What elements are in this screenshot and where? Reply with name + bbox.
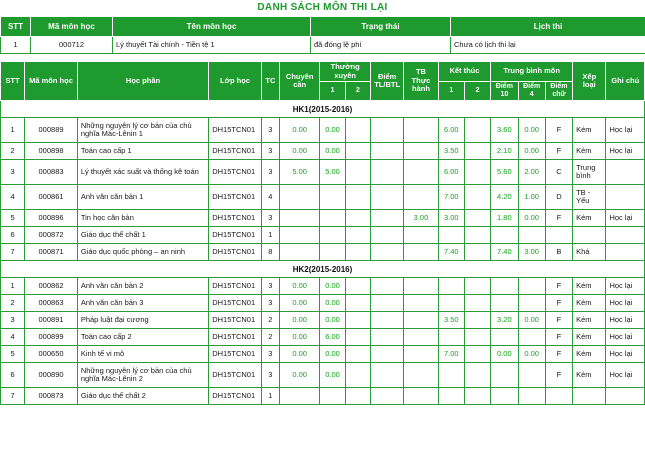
cell-ghi-chu	[606, 388, 645, 405]
col-stt: STT	[1, 62, 25, 101]
cell-thuong-xuyen-1: 5.00	[320, 160, 345, 185]
retake-header-row	[1, 17, 645, 37]
cell-ghi-chu	[606, 227, 645, 244]
cell-diem-chu: F	[545, 346, 572, 363]
cell-ket-thuc-1: 6.00	[438, 118, 464, 143]
cell-ghi-chu: Học lại	[606, 312, 645, 329]
cell-diem-10: 2.10	[491, 143, 518, 160]
cell-xep-loai: Kém	[573, 329, 606, 346]
cell-diem-chu: F	[545, 210, 572, 227]
cell-thuong-xuyen-2	[345, 388, 370, 405]
cell-hoc-phan: Những nguyên lý cơ bản của chủ nghĩa Mác-Lênin 1	[77, 118, 208, 143]
cell-chuyen-can: 0.00	[279, 312, 319, 329]
cell-chuyen-can	[279, 388, 319, 405]
cell-lop-hoc: DH15TCN01	[209, 160, 262, 185]
cell-diem-4: 0.00	[518, 143, 545, 160]
cell-diem-tl-btl	[370, 118, 403, 143]
cell-tc: 3	[261, 118, 279, 143]
cell-ket-thuc-2	[464, 278, 490, 295]
cell-hoc-phan: Kinh tế vi mô	[77, 346, 208, 363]
cell-diem-tl-btl	[370, 295, 403, 312]
cell-hoc-phan: Những nguyên lý cơ bản của chủ nghĩa Mác-Lênin 2	[77, 363, 208, 388]
cell-lop-hoc: DH15TCN01	[209, 118, 262, 143]
cell-hoc-phan: Toán cao cấp 2	[77, 329, 208, 346]
cell-ma-mon-hoc: 000883	[25, 160, 78, 185]
cell-thuong-xuyen-2	[345, 210, 370, 227]
cell-ket-thuc-1: 6.00	[438, 160, 464, 185]
col-diem-4: Điểm 4	[518, 82, 545, 101]
cell-chuyen-can	[279, 244, 319, 261]
cell-lop-hoc: DH15TCN01	[209, 185, 262, 210]
table-row	[1, 363, 645, 388]
cell-ket-thuc-2	[464, 312, 490, 329]
cell-thuong-xuyen-2	[345, 312, 370, 329]
cell-thuong-xuyen-2	[345, 118, 370, 143]
cell-tc: 3	[261, 278, 279, 295]
cell-lop-hoc: DH15TCN01	[209, 388, 262, 405]
cell-tb-thuc-hanh	[404, 185, 438, 210]
cell-chuyen-can: 0.00	[279, 278, 319, 295]
semester-label: HK1(2015-2016)	[1, 101, 645, 118]
col-lop-hoc: Lớp học	[209, 62, 262, 101]
cell-chuyen-can	[279, 227, 319, 244]
retake-exam-table	[0, 16, 645, 54]
cell-hoc-phan: Giáo dục thể chất 1	[77, 227, 208, 244]
cell-diem-4	[518, 295, 545, 312]
cell-stt: 2	[1, 143, 25, 160]
cell-ket-thuc-1	[438, 388, 464, 405]
cell-diem-tl-btl	[370, 329, 403, 346]
cell-xep-loai: TB - Yếu	[573, 185, 606, 210]
cell-ghi-chu	[606, 160, 645, 185]
table-row	[1, 346, 645, 363]
grades-body	[1, 101, 645, 405]
cell-ket-thuc-1: 7.00	[438, 185, 464, 210]
cell-chuyen-can: 0.00	[279, 346, 319, 363]
cell-diem-10: 1.80	[491, 210, 518, 227]
cell-ma-mon-hoc: 000650	[25, 346, 78, 363]
cell-diem-10	[491, 388, 518, 405]
cell-ket-thuc-2	[464, 160, 490, 185]
cell-ma-mon-hoc: 000863	[25, 295, 78, 312]
grades-table	[0, 61, 645, 405]
col-trung-binh-mon: Trung bình môn	[491, 62, 573, 82]
cell-tb-thuc-hanh	[404, 227, 438, 244]
cell-thuong-xuyen-2	[345, 244, 370, 261]
cell-xep-loai: Kém	[573, 346, 606, 363]
cell-tc: 3	[261, 143, 279, 160]
cell-tc: 1	[261, 227, 279, 244]
cell-xep-loai: Trung bình	[573, 160, 606, 185]
cell-diem-4: 0.00	[518, 312, 545, 329]
cell-ket-thuc-2	[464, 363, 490, 388]
page-title: DANH SÁCH MÔN THI LẠI	[0, 0, 645, 16]
cell-chuyen-can	[279, 185, 319, 210]
col-tb-thuc-hanh: TB Thực hành	[404, 62, 438, 101]
col-ma-mon-hoc: Mã môn học	[25, 62, 78, 101]
cell-hoc-phan: Toán cao cấp 1	[77, 143, 208, 160]
col-thuong-xuyen-1: 1	[320, 82, 345, 101]
cell-ghi-chu: Học lại	[606, 210, 645, 227]
table-row	[1, 185, 645, 210]
cell-stt: 1	[1, 118, 25, 143]
cell-ghi-chu: Học lại	[606, 143, 645, 160]
cell-thuong-xuyen-2	[345, 346, 370, 363]
cell-ma-mon-hoc: 000712	[31, 37, 113, 54]
cell-diem-chu	[545, 227, 572, 244]
cell-xep-loai: Kém	[573, 118, 606, 143]
cell-thuong-xuyen-1	[320, 227, 345, 244]
cell-thuong-xuyen-2	[345, 278, 370, 295]
cell-xep-loai: Khá	[573, 244, 606, 261]
cell-thuong-xuyen-2	[345, 295, 370, 312]
cell-ma-mon-hoc: 000898	[25, 143, 78, 160]
cell-ghi-chu: Học lại	[606, 346, 645, 363]
cell-thuong-xuyen-2	[345, 227, 370, 244]
table-row	[1, 210, 645, 227]
cell-ghi-chu	[606, 244, 645, 261]
cell-xep-loai	[573, 388, 606, 405]
cell-ket-thuc-1	[438, 227, 464, 244]
table-row	[1, 244, 645, 261]
cell-diem-10	[491, 227, 518, 244]
cell-lop-hoc: DH15TCN01	[209, 244, 262, 261]
cell-diem-chu: F	[545, 278, 572, 295]
cell-diem-tl-btl	[370, 346, 403, 363]
cell-ket-thuc-2	[464, 227, 490, 244]
semester-row	[1, 261, 645, 278]
table-row	[1, 312, 645, 329]
cell-stt: 5	[1, 346, 25, 363]
cell-thuong-xuyen-1	[320, 244, 345, 261]
cell-ghi-chu: Học lại	[606, 118, 645, 143]
col-diem-tl-btl: Điểm TL/BTL	[370, 62, 403, 101]
cell-xep-loai: Kém	[573, 210, 606, 227]
cell-diem-chu: F	[545, 295, 572, 312]
cell-diem-10: 3.20	[491, 312, 518, 329]
cell-ghi-chu: Học lại	[606, 363, 645, 388]
cell-diem-10	[491, 295, 518, 312]
col-diem-chu: Điểm chữ	[545, 82, 572, 101]
cell-tb-thuc-hanh	[404, 346, 438, 363]
cell-thuong-xuyen-1: 0.00	[320, 118, 345, 143]
table-row	[1, 388, 645, 405]
cell-ket-thuc-1: 3.50	[438, 312, 464, 329]
cell-stt: 3	[1, 160, 25, 185]
col-ghi-chu: Ghi chú	[606, 62, 645, 101]
cell-lop-hoc: DH15TCN01	[209, 346, 262, 363]
cell-ket-thuc-2	[464, 329, 490, 346]
cell-diem-10: 0.00	[491, 346, 518, 363]
col-diem-10: Điểm 10	[491, 82, 518, 101]
cell-diem-10: 4.20	[491, 185, 518, 210]
table-row	[1, 37, 645, 54]
cell-tc: 2	[261, 312, 279, 329]
cell-diem-chu: B	[545, 244, 572, 261]
cell-chuyen-can	[279, 210, 319, 227]
cell-lop-hoc: DH15TCN01	[209, 363, 262, 388]
cell-lop-hoc: DH15TCN01	[209, 295, 262, 312]
cell-diem-chu: F	[545, 329, 572, 346]
table-row	[1, 118, 645, 143]
cell-diem-chu: C	[545, 160, 572, 185]
cell-thuong-xuyen-2	[345, 143, 370, 160]
cell-diem-4: 0.00	[518, 210, 545, 227]
cell-stt: 4	[1, 185, 25, 210]
cell-xep-loai: Kém	[573, 295, 606, 312]
cell-tc: 4	[261, 185, 279, 210]
cell-xep-loai: Kém	[573, 143, 606, 160]
cell-stt: 4	[1, 329, 25, 346]
cell-diem-4	[518, 329, 545, 346]
cell-hoc-phan: Lý thuyết xác suất và thống kê toán	[77, 160, 208, 185]
cell-diem-4	[518, 278, 545, 295]
cell-xep-loai: Kém	[573, 312, 606, 329]
cell-diem-tl-btl	[370, 210, 403, 227]
cell-tb-thuc-hanh	[404, 363, 438, 388]
cell-tb-thuc-hanh	[404, 312, 438, 329]
cell-diem-tl-btl	[370, 160, 403, 185]
cell-thuong-xuyen-2	[345, 160, 370, 185]
cell-ten-mon-hoc: Lý thuyết Tài chính - Tiền tệ 1	[113, 37, 311, 54]
cell-chuyen-can: 0.00	[279, 295, 319, 312]
cell-diem-4: 0.00	[518, 118, 545, 143]
cell-diem-4: 3.00	[518, 244, 545, 261]
cell-tc: 3	[261, 160, 279, 185]
cell-hoc-phan: Anh văn căn bản 2	[77, 278, 208, 295]
cell-diem-4	[518, 388, 545, 405]
cell-tb-thuc-hanh	[404, 244, 438, 261]
cell-diem-tl-btl	[370, 312, 403, 329]
cell-tb-thuc-hanh: 3.00	[404, 210, 438, 227]
cell-ma-mon-hoc: 000862	[25, 278, 78, 295]
cell-xep-loai: Kém	[573, 278, 606, 295]
cell-thuong-xuyen-1	[320, 185, 345, 210]
cell-thuong-xuyen-1	[320, 210, 345, 227]
cell-diem-tl-btl	[370, 244, 403, 261]
cell-tc: 2	[261, 329, 279, 346]
cell-diem-chu: F	[545, 143, 572, 160]
cell-ma-mon-hoc: 000872	[25, 227, 78, 244]
cell-diem-tl-btl	[370, 363, 403, 388]
col-tc: TC	[261, 62, 279, 101]
cell-ket-thuc-1	[438, 295, 464, 312]
cell-tb-thuc-hanh	[404, 143, 438, 160]
col-chuyen-can: Chuyên cần	[279, 62, 319, 101]
grades-header-row-1	[1, 62, 645, 82]
cell-tb-thuc-hanh	[404, 278, 438, 295]
cell-thuong-xuyen-2	[345, 329, 370, 346]
cell-thuong-xuyen-1: 0.00	[320, 295, 345, 312]
cell-tb-thuc-hanh	[404, 329, 438, 346]
table-row	[1, 295, 645, 312]
cell-lop-hoc: DH15TCN01	[209, 143, 262, 160]
cell-lop-hoc: DH15TCN01	[209, 278, 262, 295]
cell-thuong-xuyen-1: 0.00	[320, 278, 345, 295]
cell-ket-thuc-1: 7.00	[438, 346, 464, 363]
cell-ket-thuc-1: 3.00	[438, 210, 464, 227]
cell-tc: 3	[261, 346, 279, 363]
cell-ket-thuc-1: 3.50	[438, 143, 464, 160]
cell-tc: 8	[261, 244, 279, 261]
cell-ket-thuc-1	[438, 329, 464, 346]
cell-tc: 3	[261, 295, 279, 312]
cell-hoc-phan: Anh văn căn bản 1	[77, 185, 208, 210]
cell-diem-10	[491, 278, 518, 295]
cell-ket-thuc-2	[464, 118, 490, 143]
cell-ket-thuc-2	[464, 388, 490, 405]
cell-diem-chu: F	[545, 363, 572, 388]
cell-stt: 1	[1, 278, 25, 295]
cell-chuyen-can: 5.00	[279, 160, 319, 185]
semester-label: HK2(2015-2016)	[1, 261, 645, 278]
cell-diem-tl-btl	[370, 185, 403, 210]
cell-tc: 1	[261, 388, 279, 405]
cell-thuong-xuyen-1: 0.00	[320, 143, 345, 160]
table-row	[1, 227, 645, 244]
cell-diem-chu: F	[545, 312, 572, 329]
cell-hoc-phan: Pháp luật đại cương	[77, 312, 208, 329]
cell-lop-hoc: DH15TCN01	[209, 210, 262, 227]
cell-thuong-xuyen-1: 0.00	[320, 363, 345, 388]
table-row	[1, 143, 645, 160]
cell-diem-chu	[545, 388, 572, 405]
cell-thuong-xuyen-1: 6.00	[320, 329, 345, 346]
cell-diem-10	[491, 329, 518, 346]
cell-diem-10: 3.60	[491, 118, 518, 143]
cell-ket-thuc-1: 7.40	[438, 244, 464, 261]
cell-ket-thuc-1	[438, 363, 464, 388]
cell-thuong-xuyen-1: 0.00	[320, 346, 345, 363]
cell-stt: 5	[1, 210, 25, 227]
cell-ghi-chu: Học lại	[606, 295, 645, 312]
cell-ma-mon-hoc: 000890	[25, 363, 78, 388]
cell-ma-mon-hoc: 000871	[25, 244, 78, 261]
col-ket-thuc: Kết thúc	[438, 62, 491, 82]
cell-stt: 6	[1, 227, 25, 244]
semester-row	[1, 101, 645, 118]
cell-ma-mon-hoc: 000899	[25, 329, 78, 346]
cell-ghi-chu	[606, 185, 645, 210]
cell-ma-mon-hoc: 000861	[25, 185, 78, 210]
retake-col-trang-thai: Trạng thái	[311, 17, 451, 37]
cell-tb-thuc-hanh	[404, 388, 438, 405]
cell-diem-tl-btl	[370, 227, 403, 244]
cell-ket-thuc-2	[464, 210, 490, 227]
retake-col-ma-mon-hoc: Mã môn học	[31, 17, 113, 37]
retake-col-stt: STT	[1, 17, 31, 37]
col-hoc-phan: Học phần	[77, 62, 208, 101]
table-row	[1, 329, 645, 346]
cell-stt: 7	[1, 388, 25, 405]
cell-diem-10	[491, 363, 518, 388]
cell-lop-hoc: DH15TCN01	[209, 312, 262, 329]
cell-thuong-xuyen-2	[345, 185, 370, 210]
cell-diem-4: 1.00	[518, 185, 545, 210]
cell-diem-tl-btl	[370, 143, 403, 160]
cell-trang-thai: đã đóng lệ phí	[311, 37, 451, 54]
cell-ket-thuc-2	[464, 346, 490, 363]
cell-chuyen-can: 0.00	[279, 363, 319, 388]
cell-diem-4: 0.00	[518, 346, 545, 363]
cell-ma-mon-hoc: 000891	[25, 312, 78, 329]
cell-ma-mon-hoc: 000873	[25, 388, 78, 405]
cell-ghi-chu: Học lại	[606, 278, 645, 295]
cell-lop-hoc: DH15TCN01	[209, 329, 262, 346]
cell-diem-4	[518, 227, 545, 244]
retake-col-lich-thi: Lịch thi	[451, 17, 645, 37]
cell-ma-mon-hoc: 000896	[25, 210, 78, 227]
cell-lop-hoc: DH15TCN01	[209, 227, 262, 244]
col-ket-thuc-1: 1	[438, 82, 464, 101]
cell-ma-mon-hoc: 000889	[25, 118, 78, 143]
cell-ket-thuc-2	[464, 244, 490, 261]
cell-hoc-phan: Anh văn căn bản 3	[77, 295, 208, 312]
retake-col-ten-mon-hoc: Tên môn học	[113, 17, 311, 37]
cell-ket-thuc-1	[438, 278, 464, 295]
cell-diem-tl-btl	[370, 388, 403, 405]
cell-stt: 1	[1, 37, 31, 54]
cell-chuyen-can: 0.00	[279, 329, 319, 346]
cell-tc: 3	[261, 363, 279, 388]
cell-hoc-phan: Giáo dục quốc phòng – an ninh	[77, 244, 208, 261]
cell-thuong-xuyen-2	[345, 363, 370, 388]
cell-chuyen-can: 0.00	[279, 118, 319, 143]
cell-stt: 2	[1, 295, 25, 312]
cell-hoc-phan: Tin học căn bản	[77, 210, 208, 227]
cell-stt: 7	[1, 244, 25, 261]
cell-diem-tl-btl	[370, 278, 403, 295]
cell-diem-10: 5.60	[491, 160, 518, 185]
cell-ket-thuc-2	[464, 143, 490, 160]
cell-lich-thi: Chưa có lịch thi lại	[451, 37, 645, 54]
cell-diem-chu: F	[545, 118, 572, 143]
cell-diem-10: 7.40	[491, 244, 518, 261]
cell-ket-thuc-2	[464, 295, 490, 312]
cell-diem-4: 2.00	[518, 160, 545, 185]
cell-stt: 6	[1, 363, 25, 388]
cell-xep-loai: Kém	[573, 363, 606, 388]
col-xep-loai: Xếp loại	[573, 62, 606, 101]
cell-stt: 3	[1, 312, 25, 329]
cell-tb-thuc-hanh	[404, 295, 438, 312]
table-row	[1, 278, 645, 295]
cell-chuyen-can: 0.00	[279, 143, 319, 160]
col-ket-thuc-2: 2	[464, 82, 490, 101]
table-divider	[0, 54, 645, 61]
cell-xep-loai	[573, 227, 606, 244]
cell-thuong-xuyen-1	[320, 388, 345, 405]
cell-tc: 3	[261, 210, 279, 227]
col-thuong-xuyen-2: 2	[345, 82, 370, 101]
cell-tb-thuc-hanh	[404, 118, 438, 143]
cell-diem-4	[518, 363, 545, 388]
col-thuong-xuyen: Thường xuyên	[320, 62, 371, 82]
cell-ghi-chu: Học lại	[606, 329, 645, 346]
cell-hoc-phan: Giáo dục thể chất 2	[77, 388, 208, 405]
cell-ket-thuc-2	[464, 185, 490, 210]
cell-diem-chu: D	[545, 185, 572, 210]
cell-thuong-xuyen-1: 0.00	[320, 312, 345, 329]
cell-tb-thuc-hanh	[404, 160, 438, 185]
table-row	[1, 160, 645, 185]
